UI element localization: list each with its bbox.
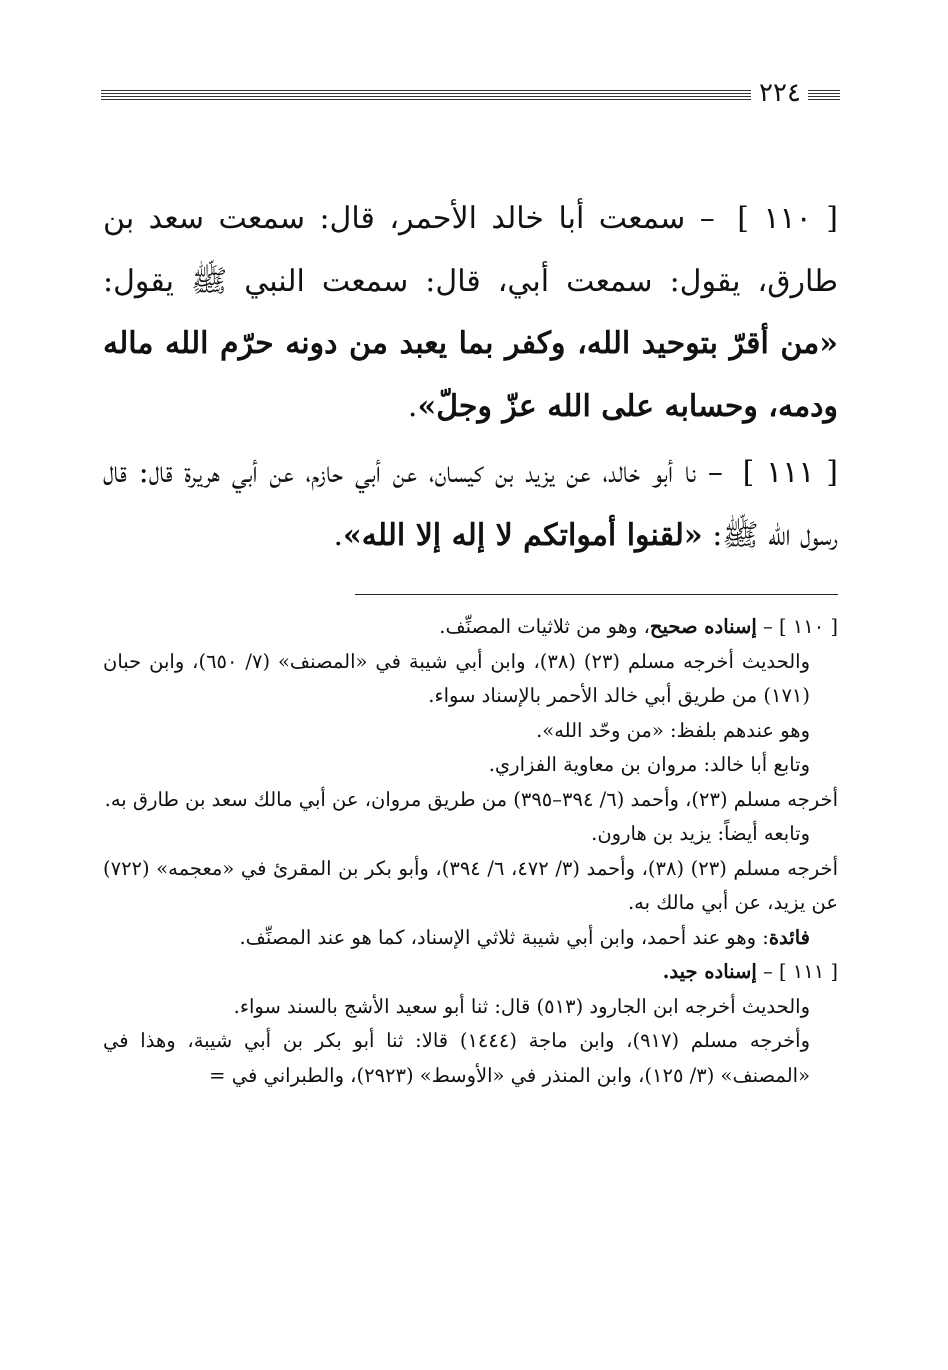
benefit-text: : وهو عند أحمد، وابن أبي شيبة ثلاثي الإسناد، كما هو عند المصنِّف. (239, 925, 769, 949)
footnote-grade: إسناده صحيح (649, 615, 757, 638)
footnote-line: والحديث أخرجه ابن الجارود (٥١٣) قال: ثنا أبو سعيد الأشج بالسند سواء. (233, 994, 810, 1018)
hadith-end: . (407, 388, 418, 424)
footnote-line: أخرجه مسلم (٢٣) (٣٨)، وأحمد (٣/ ٤٧٢، ٦/ ٣٩٤)، وأبو بكر بن المقرئ في «معجمه» (٧٢٢) عن يزيد، عن أبي مالك به. (103, 856, 838, 914)
footnote-number: [ ١١٠ ] (778, 615, 838, 638)
main-text (103, 188, 838, 567)
footnote-line: وهو عندهم بلفظ: «من وحّد الله». (536, 718, 810, 742)
footnote-line: أخرجه مسلم (٢٣)، وأحمد (٦/ ٣٩٤–٣٩٥) من طريق مروان، عن أبي مالك سعد بن طارق به. (104, 787, 838, 811)
footnote-111-head (103, 955, 838, 990)
footnote-grade: إسناده جيد. (662, 960, 757, 983)
hadith-isnad: – سمعت أبا خالد الأحمر، قال: سمعت سعد بن طارق، يقول: سمعت أبي، قال: سمعت النبي ﷺ يقول: (103, 201, 838, 299)
header-rule-right (808, 90, 840, 102)
footnote-line: وتابع أبا خالد: مروان بن معاوية الفزاري. (488, 753, 810, 776)
hadith-matn: «لقنوا أمواتكم لا إله إلا الله» (343, 517, 703, 553)
footnotes (103, 610, 838, 1093)
footnote-line: وتابعه أيضاً: يزيد بن هارون. (591, 822, 810, 845)
hadith-isnad: – نا أبو خالد، عن يزيد بن كيسان، عن أبي حازم، عن أبي هريرة قال: قال رسول الله ﷺ: (103, 455, 838, 553)
hadith-number: [ ١١٠ ] (737, 201, 838, 236)
footnote-line: وأخرجه مسلم (٩١٧)، وابن ماجة (١٤٤٤) قالا: ثنا أبو بكر بن أبي شيبة، وهذا في «المصنف» (٣/ ١٢٥)، وابن المنذر في «الأوسط» (٢٩٢٣)، والطبراني في = (103, 1029, 811, 1087)
footnote-line: والحديث أخرجه مسلم (٢٣) (٣٨)، وابن أبي شيبة في «المصنف» (٧/ ٦٥٠)، وابن حبان (١٧١) من طريق أبي خالد الأحمر بالإسناد سواء. (103, 649, 810, 707)
hadith-110 (103, 188, 838, 438)
footnote-benefit (103, 921, 838, 956)
footnote-separator (355, 594, 838, 595)
header-rule-left (101, 90, 751, 102)
footnote-dash: – (756, 960, 779, 983)
footnote-number: [ ١١١ ] (778, 960, 838, 983)
hadith-end: . (333, 517, 344, 553)
benefit-label: فائدة (768, 925, 810, 949)
footnote-text: ، وهو من ثلاثيات المصنِّف. (439, 615, 650, 638)
hadith-matn: «من أقرّ بتوحيد الله، وكفر بما يعبد من دونه حرّم الله ماله ودمه، وحسابه على الله عزّ وجلّ» (103, 326, 838, 424)
page-number: ٢٢٤ (759, 78, 801, 108)
hadith-111 (103, 442, 838, 567)
footnote-110-head (103, 610, 838, 645)
hadith-number: [ ١١١ ] (742, 455, 838, 490)
footnote-dash: – (756, 615, 779, 638)
